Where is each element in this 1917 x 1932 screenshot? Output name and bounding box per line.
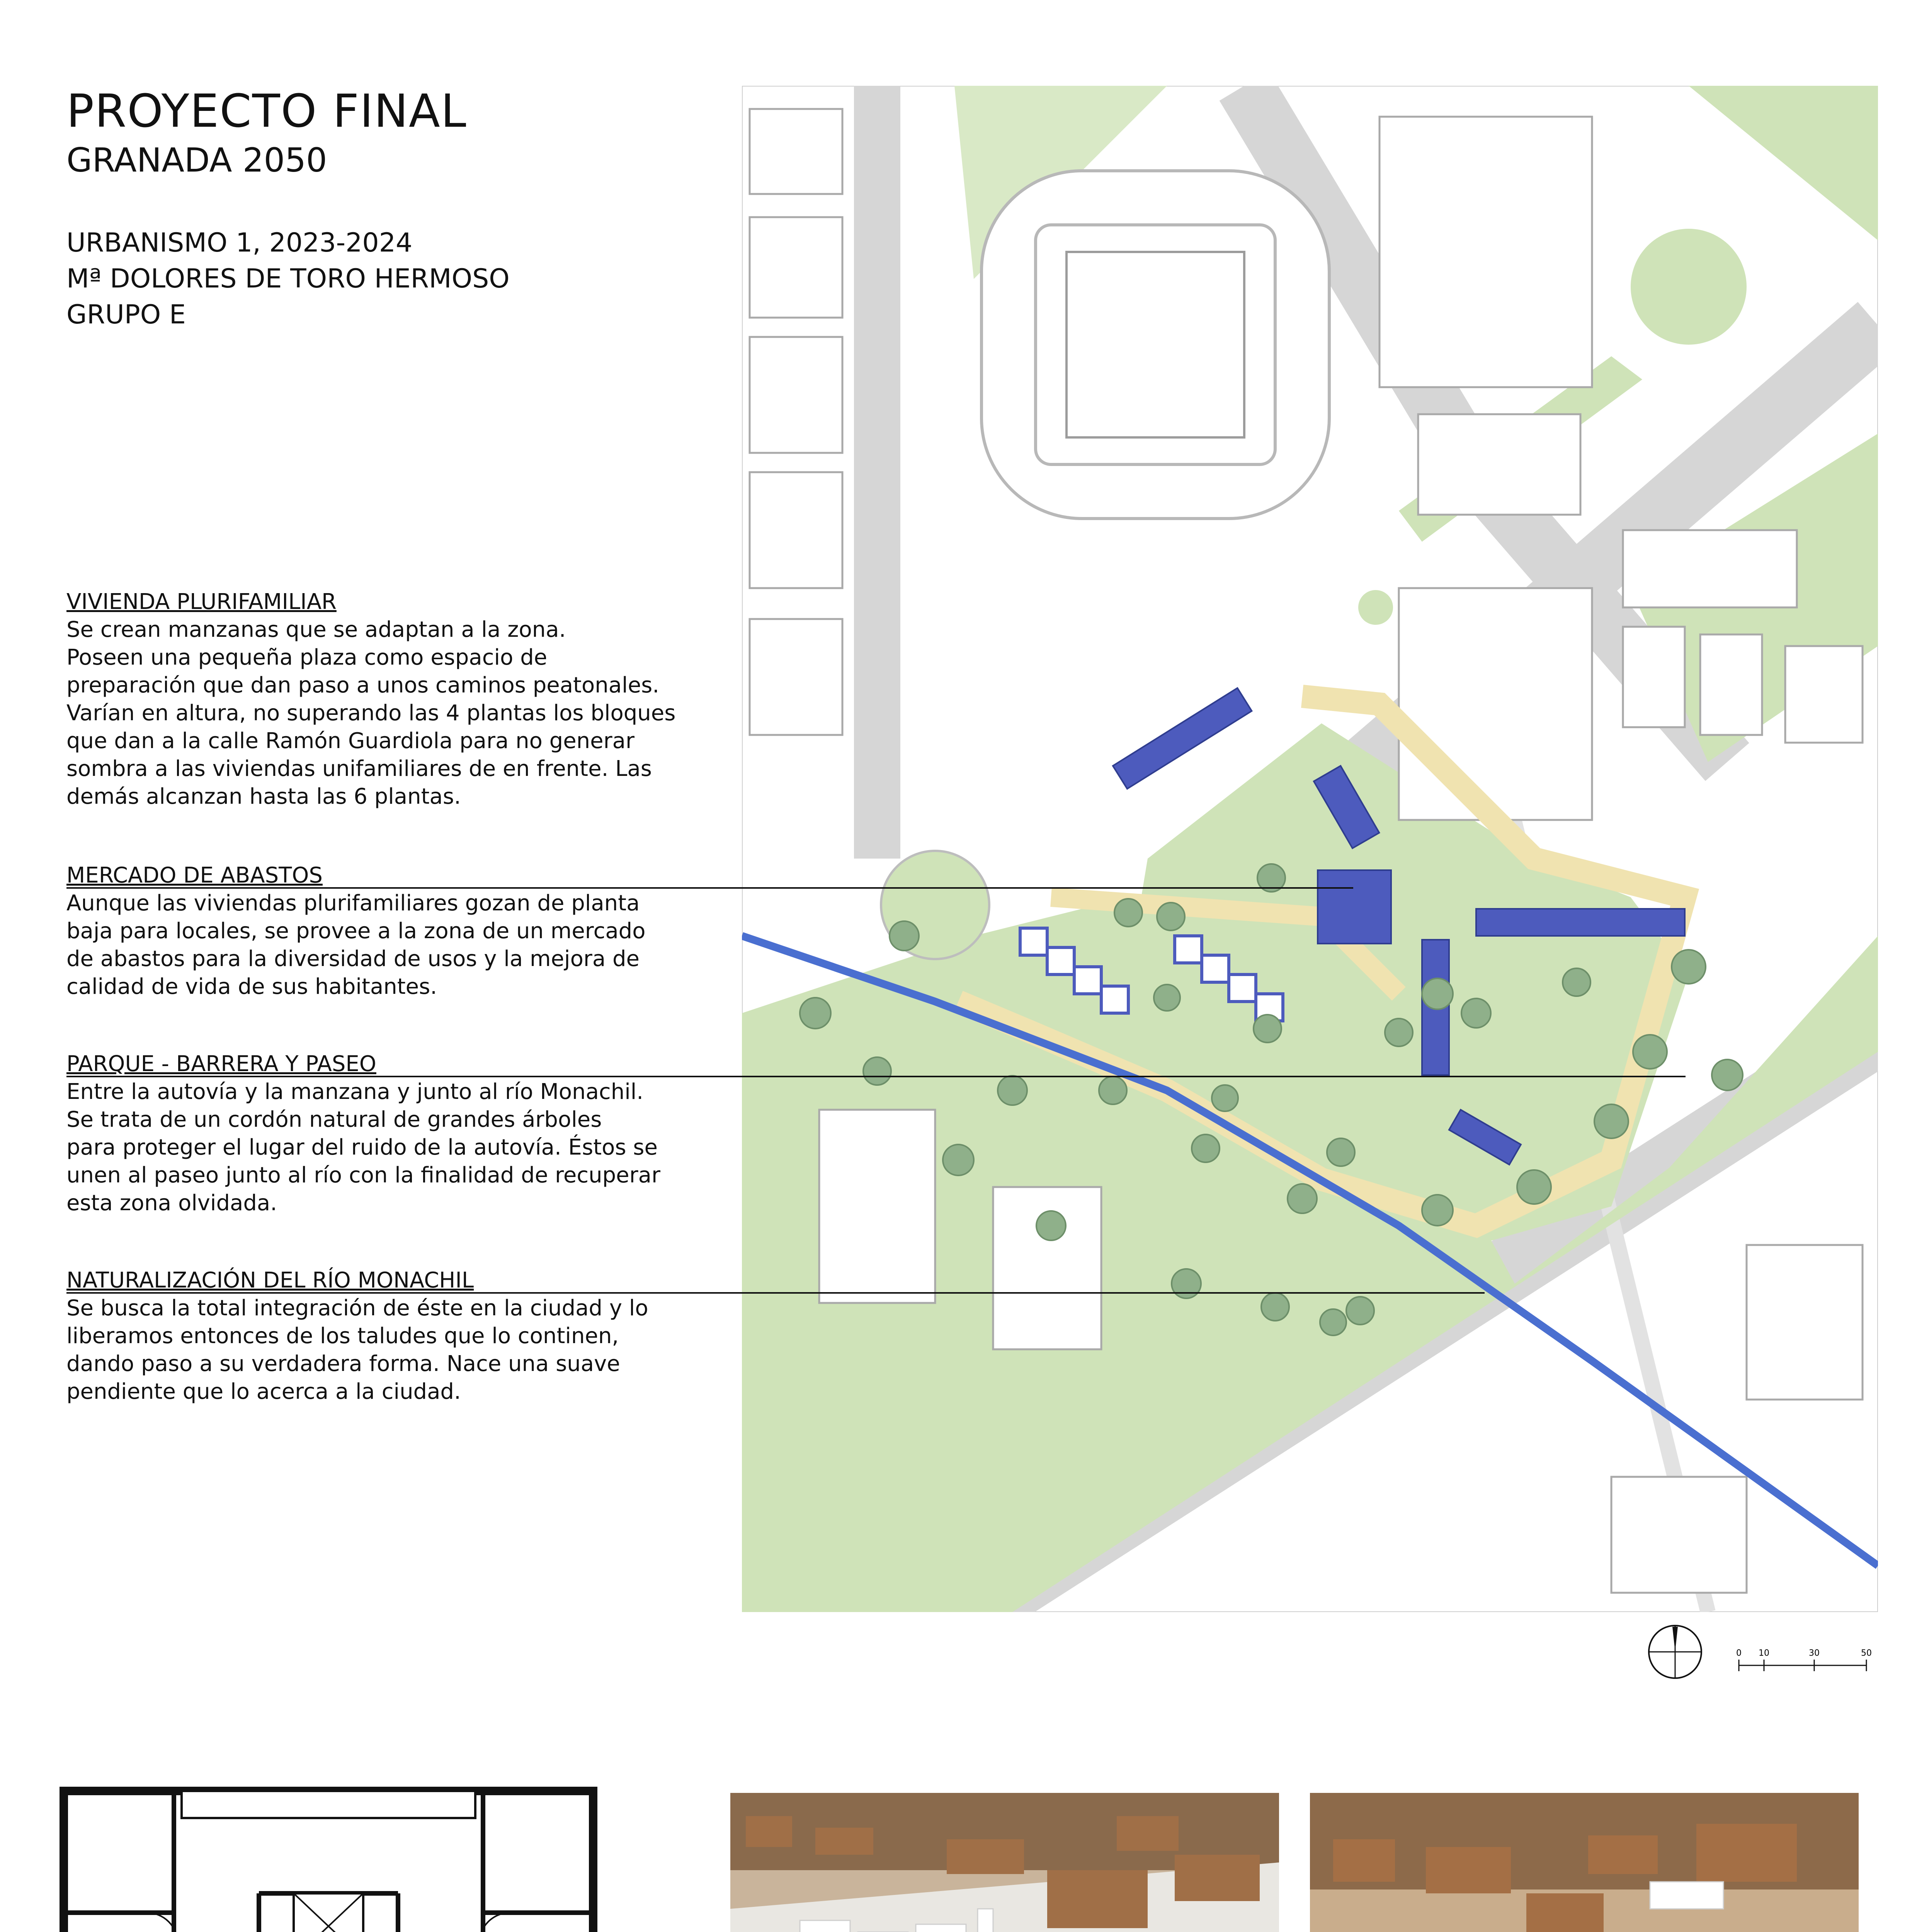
project-title: PROYECTO FINAL <box>66 84 467 138</box>
section-body: Aunque las viviendas plurifamiliares gozan de planta baja para locales, se provee a la zona de un mercado de abastos para la diversidad de usos y la mejora de calidad de vida de sus habitantes. <box>66 891 646 999</box>
section-heading: NATURALIZACIÓN DEL RÍO MONACHIL <box>66 1268 474 1293</box>
section-body: Se busca la total integración de éste en la ciudad y lo liberamos entonces de los taludes que lo continen, dando paso a su verdadera forma. Nace una suave pendiente que lo acerca a la ciudad. <box>66 1296 648 1404</box>
model-photo-1 <box>730 1793 1279 1932</box>
section-parque <box>66 1050 685 1217</box>
leader-line-parque <box>66 1076 1686 1077</box>
scale-label: 30 <box>1809 1648 1820 1658</box>
section-heading: MERCADO DE ABASTOS <box>66 863 323 888</box>
section-body: Entre la autovía y la manzana y junto al río Monachil. Se trata de un cordón natural de grandes árboles para proteger el lugar del ruido de la autovía. Éstos se unen al paseo junto al río con la finalidad de recuperar esta zona olvidada. <box>66 1079 660 1216</box>
course-line: URBANISMO 1, 2023-2024 <box>66 228 413 258</box>
scale-label: 0 <box>1736 1648 1742 1658</box>
scale-label: 10 <box>1759 1648 1769 1658</box>
group-line: GRUPO E <box>66 299 186 330</box>
leader-line-mercado <box>66 887 1353 889</box>
model-photo-2 <box>1310 1793 1859 1932</box>
section-rio <box>66 1267 685 1406</box>
course-info <box>66 225 510 333</box>
project-subtitle: GRANADA 2050 <box>66 141 327 180</box>
north-arrow-icon <box>1646 1623 1704 1681</box>
scale-label: 50 <box>1861 1648 1872 1658</box>
master-plan <box>742 86 1878 1612</box>
section-heading: VIVIENDA PLURIFAMILIAR <box>66 589 337 614</box>
section-vivienda <box>66 588 685 811</box>
floor-plan <box>58 1785 599 1932</box>
section-mercado <box>66 862 685 1001</box>
section-heading: PARQUE - BARRERA Y PASEO <box>66 1051 376 1077</box>
plan-scale-bar <box>1735 1644 1874 1679</box>
leader-line-rio <box>66 1292 1485 1294</box>
author-line: Mª DOLORES DE TORO HERMOSO <box>66 264 510 294</box>
section-body: Se crean manzanas que se adaptan a la zona. Poseen una pequeña plaza como espacio de preparación que dan paso a unos caminos peatonales. Varían en altura, no superando las 4 plantas los bloques que dan a la calle Ramón Guardiola para no generar sombra a las viviendas unifamiliares de en frente. Las demás alcanzan hasta las 6 plantas. <box>66 617 676 809</box>
